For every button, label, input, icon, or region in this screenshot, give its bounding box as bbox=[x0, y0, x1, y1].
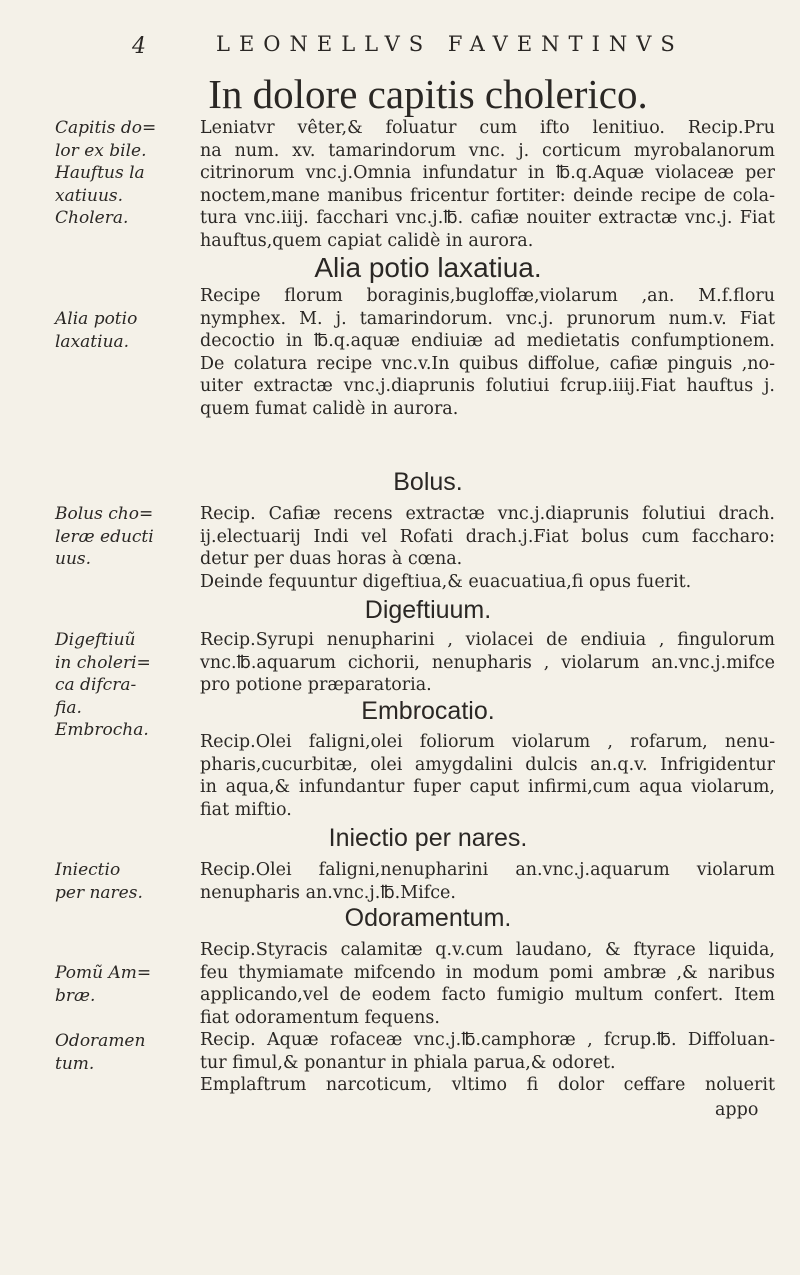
text-line: uiter extractæ vnc.j.diaprunis folutiui fcrup.iiij.Fiat hauftus j. bbox=[200, 376, 775, 396]
margin-note: Digeftiuũ bbox=[55, 630, 136, 650]
text-line: noctem,mane manibus fricentur fortiter: deinde recipe de cola- bbox=[200, 185, 775, 206]
text-line: Leniatvr vêter,& foluatur cum ifto lenitiuo. Recip.Pru bbox=[200, 118, 775, 138]
chapter-title: In dolore capitis cholerico. bbox=[208, 71, 648, 117]
text-line: Recip.Olei faligni,nenupharini an.vnc.j.aquarum violarum bbox=[200, 860, 775, 880]
margin-note: Hauftus la bbox=[55, 163, 145, 183]
text-line: Recipe florum boraginis,bugloffæ,violarum ,an. M.f.floru bbox=[200, 286, 775, 306]
text-line: fiat miftio. bbox=[200, 799, 292, 820]
text-line: Recip.Olei faligni,olei foliorum violarum , rofarum, nenu- bbox=[200, 732, 775, 752]
text-line: ij.electuarij Indi vel Rofati drach.j.Fiat bolus cum faccharo: bbox=[200, 526, 775, 547]
section-heading: Embrocatio. bbox=[361, 697, 495, 725]
text-line: citrinorum vnc.j.Omnia infundatur in ℔.q.Aquæ violaceæ per bbox=[200, 163, 775, 183]
margin-note: tum. bbox=[55, 1053, 95, 1074]
margin-note: in choleri= bbox=[55, 652, 151, 673]
marginalia-group bbox=[55, 1030, 195, 1075]
marginalia-group bbox=[55, 859, 195, 904]
margin-note: per nares. bbox=[55, 882, 143, 903]
section-main bbox=[200, 117, 775, 252]
text-line: De colatura recipe vnc.v.In quibus diffolue, cafiæ pinguis ,no- bbox=[200, 353, 775, 374]
section-iniectio bbox=[200, 859, 775, 904]
text-line: in aqua,& infundantur fuper caput infirmi,cum aqua violarum, bbox=[200, 777, 775, 797]
text-line: applicando,vel de eodem facto fumigio multum confert. Item bbox=[200, 985, 775, 1005]
margin-note: Odoramen bbox=[55, 1031, 146, 1051]
section-digestiuum bbox=[200, 629, 775, 697]
marginalia-group bbox=[55, 117, 195, 230]
section-odoramentum bbox=[200, 939, 775, 1097]
margin-note: uus. bbox=[55, 549, 92, 569]
text-line: pharis,cucurbitæ, olei amygdalini dulcis an.q.v. Infrigidentur bbox=[200, 754, 775, 775]
section-heading: Digeftiuum. bbox=[364, 596, 492, 624]
marginalia-group bbox=[55, 962, 195, 1007]
margin-note: laxatiua. bbox=[55, 331, 130, 352]
margin-note: ca difcra- bbox=[55, 675, 137, 695]
margin-note: Bolus cho= bbox=[55, 504, 154, 524]
page-header bbox=[0, 28, 800, 60]
text-line: tur fimul,& ponantur in phiala parua,& odoret. bbox=[200, 1052, 616, 1073]
marginalia-group bbox=[55, 629, 195, 742]
margin-note: xatiuus. bbox=[55, 185, 124, 206]
margin-note: Pomũ Am= bbox=[55, 963, 152, 983]
text-line: tura vnc.iiij. facchari vnc.j.℔. cafiæ nouiter extractæ vnc.j. Fiat bbox=[200, 208, 775, 228]
margin-note: lor ex bile. bbox=[55, 140, 147, 161]
marginalia-group bbox=[55, 308, 195, 353]
text-line: pro potione præparatoria. bbox=[200, 675, 432, 695]
text-line: detur per duas horas à cœna. bbox=[200, 549, 463, 569]
margin-note: Capitis do= bbox=[55, 118, 157, 138]
margin-note: fia. bbox=[55, 697, 82, 718]
catchword: appo bbox=[715, 1100, 759, 1120]
text-line: feu thymiamate mifcendo in modum pomi ambræ ,& naribus bbox=[200, 962, 775, 983]
text-line: Recip.Syrupi nenupharini , violacei de endiuia , fingulorum bbox=[200, 630, 775, 650]
text-line: nymphex. M. j. tamarindorum. vnc.j. prunorum num.v. Fiat bbox=[200, 308, 775, 329]
text-line: na num. xv. tamarindorum vnc. j. corticum myrobalanorum bbox=[200, 140, 775, 161]
section-heading: Alia potio laxatiua. bbox=[314, 252, 542, 283]
marginalia-group bbox=[55, 503, 195, 571]
section-alia-potio bbox=[200, 285, 775, 420]
running-title: LEONELLVS FAVENTINVS bbox=[216, 32, 684, 56]
section-heading: Odoramentum. bbox=[344, 904, 512, 932]
text-line: Recip.Styracis calamitæ q.v.cum laudano, & ftyrace liquida, bbox=[200, 940, 775, 960]
text-line: nenupharis an.vnc.j.℔.Mifce. bbox=[200, 882, 456, 903]
text-line: Emplaftrum narcoticum, vltimo fi dolor ceffare noluerit bbox=[200, 1075, 775, 1095]
section-bolus bbox=[200, 503, 775, 593]
margin-note: Iniectio bbox=[55, 860, 121, 880]
margin-note: bræ. bbox=[55, 985, 96, 1006]
margin-note: Alia potio bbox=[55, 309, 138, 329]
text-line: vnc.℔.aquarum cichorii, nenupharis , violarum an.vnc.j.mifce bbox=[200, 652, 775, 673]
margin-note: Embrocha. bbox=[55, 720, 149, 740]
text-line: quem fumat calidè in aurora. bbox=[200, 398, 459, 419]
text-line: hauftus,quem capiat calidè in aurora. bbox=[200, 230, 534, 251]
text-line: decoctio in ℔.q.aquæ endiuiæ ad medietatis confumptionem. bbox=[200, 331, 775, 351]
section-heading: Bolus. bbox=[393, 468, 463, 496]
text-line: Recip. Cafiæ recens extractæ vnc.j.diaprunis folutiui drach. bbox=[200, 504, 775, 524]
text-line: Recip. Aquæ rofaceæ vnc.j.℔.camphoræ , fcrup.℔. Diffoluan- bbox=[200, 1030, 775, 1050]
section-embrocatio bbox=[200, 731, 775, 821]
text-line: fiat odoramentum fequens. bbox=[200, 1007, 440, 1028]
margin-note: Cholera. bbox=[55, 208, 129, 228]
section-heading: Iniectio per nares. bbox=[328, 824, 528, 852]
text-line: Deinde fequuntur digeftiua,& euacuatiua,fi opus fuerit. bbox=[200, 571, 692, 592]
margin-note: leræ educti bbox=[55, 526, 154, 547]
page-number: 4 bbox=[132, 34, 146, 59]
